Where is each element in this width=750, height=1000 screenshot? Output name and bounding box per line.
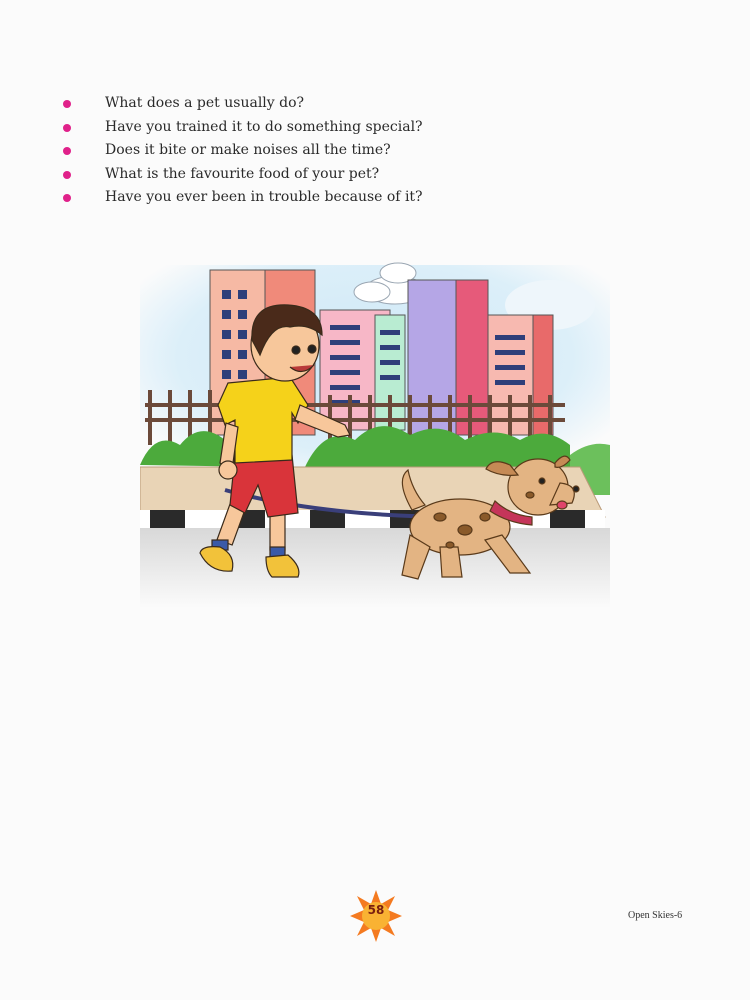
question-text: Have you ever been in trouble because of it?: [105, 189, 423, 205]
question-item: [60, 116, 423, 140]
bullet-icon: [63, 147, 71, 155]
bullet-icon: [63, 194, 71, 202]
bullet-icon: [63, 124, 71, 132]
book-title: Open Skies-6: [628, 910, 683, 921]
question-text: What does a pet usually do?: [105, 95, 305, 111]
question-item: [60, 186, 423, 210]
question-text: Does it bite or make noises all the time?: [105, 142, 391, 158]
road: [140, 528, 610, 608]
question-text: Have you trained it to do something special?: [105, 118, 423, 135]
question-text: What is the favourite food of your pet?: [105, 165, 380, 182]
question-item: [60, 139, 423, 163]
bullet-icon: [63, 171, 71, 179]
question-list: [60, 92, 423, 210]
question-item: [60, 163, 423, 187]
boy-walking-dog-illustration: [140, 255, 610, 610]
page-number: 58: [367, 903, 385, 917]
question-item: [60, 92, 423, 116]
bullet-icon: [63, 100, 71, 108]
